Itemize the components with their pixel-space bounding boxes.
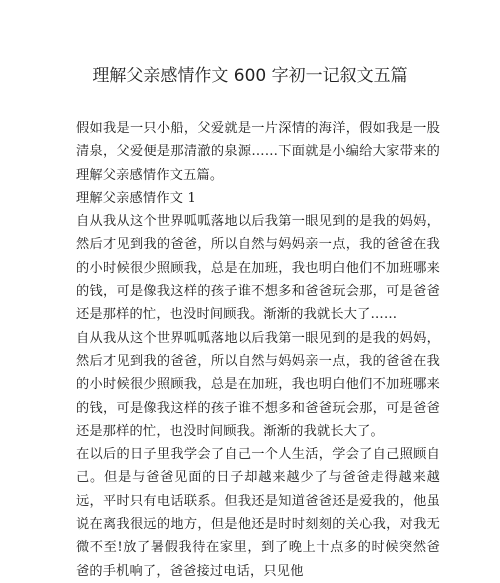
body-paragraph: 在以后的日子里我学会了自己一个人生活，学会了自己照顾自己。但是与爸爸见面的日子却越来越少了与爸爸走得越来越远，平时只有电话联系。但我还是知道爸爸还是爱我的，他虽说在离我很远的地方，但是他还是时时刻刻的关心我，对我无微不至!放了暑假我待在家里，到了晚上十点多的时候突然爸爸的手机响了，爸爸接过电话，只见他 (76, 447, 440, 579)
body-paragraph: 自从我从这个世界呱呱落地以后我第一眼见到的是我的妈妈，然后才见到我的爸爸，所以自然与妈妈亲一点，我的爸爸在我的小时候很少照顾我，总是在加班，我也明白他们不加班哪来的钱，可是像我这样的孩子谁不想多和爸爸玩会那，可是爸爸还是那样的忙，也没时间顾我。渐渐的我就长大了。 (76, 330, 440, 439)
article-title: 理解父亲感情作文 600 字初一记叙文五篇 (92, 66, 408, 86)
section-heading: 理解父亲感情作文 1 (76, 190, 197, 206)
article-body (76, 117, 440, 583)
body-paragraph: 自从我从这个世界呱呱落地以后我第一眼见到的是我的妈妈，然后才见到我的爸爸，所以自然与妈妈亲一点，我的爸爸在我的小时候很少照顾我，总是在加班，我也明白他们不加班哪来的钱，可是像我这样的孩子谁不想多和爸爸玩会那，可是爸爸还是那样的忙，也没时间顾我。渐渐的我就长大了…… (76, 214, 440, 323)
intro-paragraph: 假如我是一只小船，父爱就是一片深情的海洋，假如我是一股清泉，父爱便是那清澈的泉源……下面就是小编给大家带来的理解父亲感情作文五篇。 (76, 121, 440, 183)
